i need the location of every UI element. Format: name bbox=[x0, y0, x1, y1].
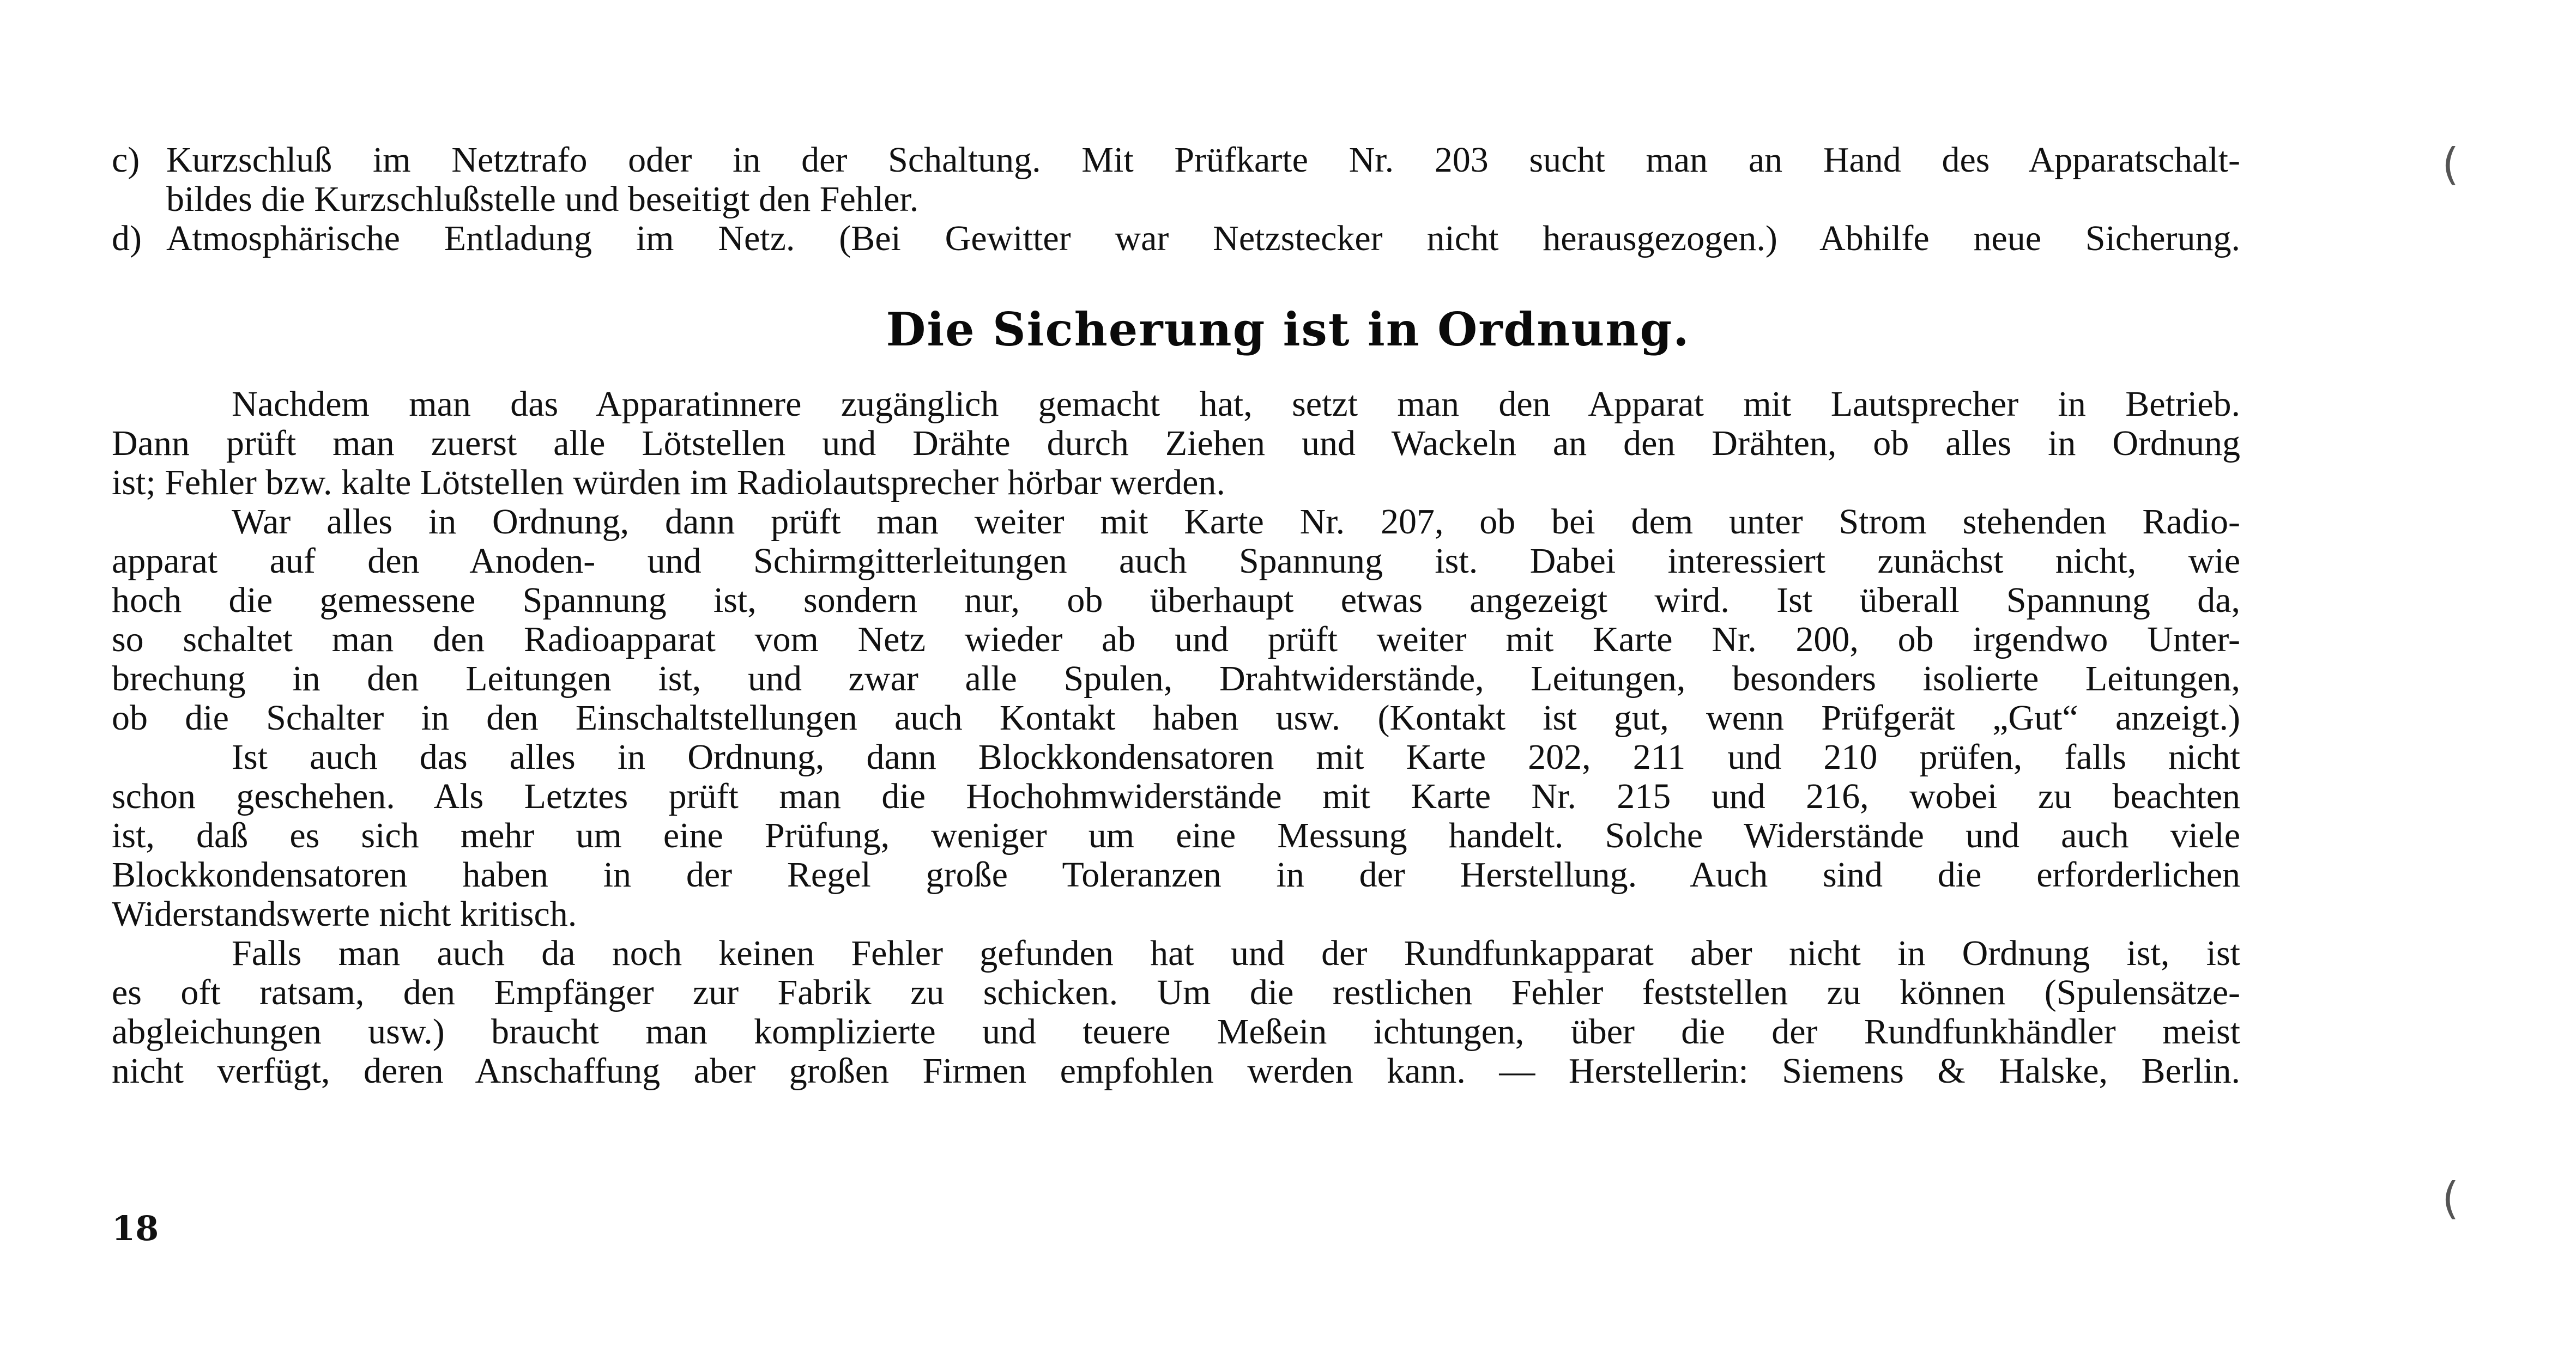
paragraph-line: es oft ratsam, den Empfänger zur Fabrik zu schicken. Um die restlichen Fehler feststellen zu können (Spulensätze- bbox=[112, 973, 2240, 1012]
paragraph-line: brechung in den Leitungen ist, und zwar alle Spulen, Drahtwiderstände, Leitungen, besonders isolierte Leitungen, bbox=[112, 659, 2240, 699]
section-heading: Die Sicherung ist in Ordnung. bbox=[886, 302, 1690, 356]
paragraph-line: so schaltet man den Radioapparat vom Netz wieder ab und prüft weiter mit Karte Nr. 200, ob irgendwo Unter- bbox=[112, 620, 2240, 659]
paragraph-line: nicht verfügt, deren Anschaffung aber großen Firmen empfohlen werden kann. — Herstellerin: Siemens & Halske, Berlin. bbox=[112, 1051, 2240, 1091]
paragraph-4 bbox=[112, 934, 2240, 1091]
list-marker: d) bbox=[112, 218, 142, 258]
list-item-line: bildes die Kurzschlußstelle und beseitigt den Fehler. bbox=[166, 179, 919, 219]
paragraph-1 bbox=[112, 385, 2240, 502]
fault-list bbox=[112, 141, 2240, 258]
paragraph-line: schon geschehen. Als Letztes prüft man die Hochohmwiderstände mit Karte Nr. 215 und 216, wobei zu beachten bbox=[112, 776, 2240, 816]
paragraph-line: War alles in Ordnung, dann prüft man weiter mit Karte Nr. 207, ob bei dem unter Strom stehenden Radio- bbox=[232, 502, 2240, 542]
binding-mark-top: ( bbox=[2442, 139, 2459, 190]
paragraph-2 bbox=[112, 502, 2240, 738]
paragraph-line: Dann prüft man zuerst alle Lötstellen und Drähte durch Ziehen und Wackeln an den Drähten, ob alles in Ordnung bbox=[112, 423, 2240, 463]
paragraph-3 bbox=[112, 738, 2240, 934]
paragraph-line: ist, daß es sich mehr um eine Prüfung, weniger um eine Messung handelt. Solche Widerstände und auch viele bbox=[112, 816, 2240, 855]
paragraph-line: Ist auch das alles in Ordnung, dann Blockkondensatoren mit Karte 202, 211 und 210 prüfen, falls nicht bbox=[232, 737, 2240, 777]
paragraph-line: Widerstandswerte nicht kritisch. bbox=[112, 894, 577, 934]
paragraph-line: abgleichungen usw.) braucht man komplizierte und teuere Meßein ichtungen, über die der Rundfunkhändler meist bbox=[112, 1012, 2240, 1052]
list-item-line: Atmosphärische Entladung im Netz. (Bei Gewitter war Netzstecker nicht herausgezogen.) Abhilfe neue Sicherung. bbox=[166, 218, 2240, 258]
paragraph-line: hoch die gemessene Spannung ist, sondern nur, ob überhaupt etwas angezeigt wird. Ist überall Spannung da, bbox=[112, 580, 2240, 620]
paragraph-line: ob die Schalter in den Einschaltstellungen auch Kontakt haben usw. (Kontakt ist gut, wenn Prüfgerät „Gut“ anzeigt.) bbox=[112, 698, 2240, 738]
list-marker: c) bbox=[112, 140, 140, 180]
paragraph-line: Nachdem man das Apparatinnere zugänglich gemacht hat, setzt man den Apparat mit Lautsprecher in Betrieb. bbox=[232, 384, 2240, 424]
list-item-line: Kurzschluß im Netztrafo oder in der Schaltung. Mit Prüfkarte Nr. 203 sucht man an Hand des Apparatschalt- bbox=[166, 140, 2240, 180]
binding-mark-bottom: ( bbox=[2442, 1173, 2459, 1224]
body-text bbox=[112, 385, 2240, 1091]
list-item-d bbox=[112, 219, 2240, 258]
paragraph-line: ist; Fehler bzw. kalte Lötstellen würden im Radiolautsprecher hörbar werden. bbox=[112, 463, 1225, 502]
page-number: 18 bbox=[112, 1209, 159, 1248]
list-item-c bbox=[112, 141, 2240, 219]
paragraph-line: apparat auf den Anoden- und Schirmgitterleitungen auch Spannung ist. Dabei interessiert zunächst nicht, wie bbox=[112, 541, 2240, 581]
paragraph-line: Falls man auch da noch keinen Fehler gefunden hat und der Rundfunkapparat aber nicht in Ordnung ist, ist bbox=[232, 933, 2240, 973]
paragraph-line: Blockkondensatoren haben in der Regel große Toleranzen in der Herstellung. Auch sind die erforderlichen bbox=[112, 855, 2240, 895]
